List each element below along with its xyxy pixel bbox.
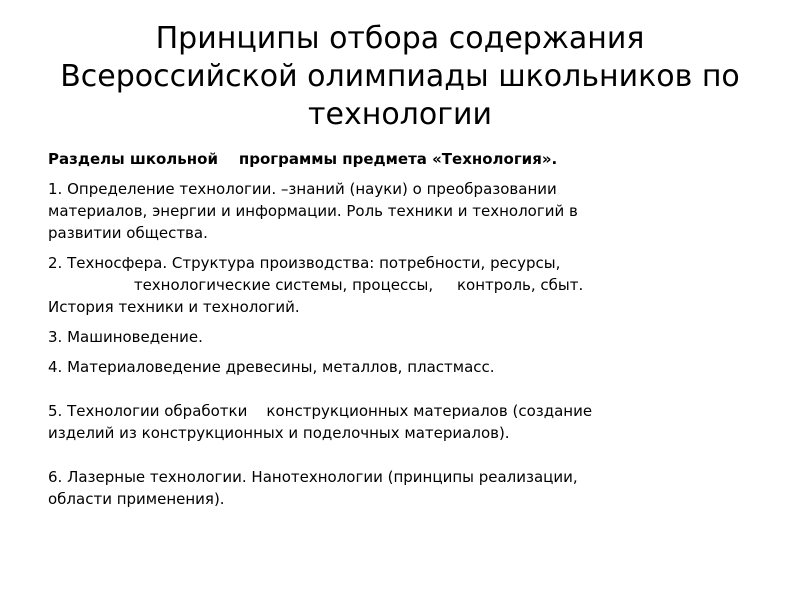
- section-heading: Разделы школьной программы предмета «Технология».: [48, 150, 558, 168]
- list-item-2: [48, 252, 758, 318]
- list-item-line: 2. Техносфера. Структура производства: потребности, ресурсы,: [48, 254, 561, 272]
- list-item-line: 4. Материаловедение древесины, металлов, пластмасс.: [48, 358, 495, 376]
- list-item-line: области применения).: [48, 490, 225, 508]
- list-item-4: [48, 356, 758, 378]
- list-item-line: 1. Определение технологии. –знаний (науки) о преобразовании: [48, 180, 557, 198]
- list-item-5: [48, 400, 758, 444]
- list-item-line: материалов, энергии и информации. Роль техники и технологий в: [48, 202, 578, 220]
- list-item-line: изделий из конструкционных и поделочных материалов).: [48, 424, 510, 442]
- list-item-line: 6. Лазерные технологии. Нанотехнологии (принципы реализации,: [48, 468, 578, 486]
- title-line: Принципы отбора содержания: [155, 21, 645, 56]
- list-item-line: 3. Машиноведение.: [48, 328, 203, 346]
- list-item-3: [48, 326, 758, 348]
- list-item-line: История техники и технологий.: [48, 298, 300, 316]
- list-item-line: развитии общества.: [48, 224, 208, 242]
- slide-body: [48, 148, 758, 510]
- list-item-1: [48, 178, 758, 244]
- title-line: технологии: [308, 97, 492, 132]
- list-item-line: 5. Технологии обработки конструкционных материалов (создание: [48, 402, 593, 420]
- list-item-line: технологические системы, процессы, контроль, сбыт.: [48, 276, 584, 294]
- title-line: Всероссийской олимпиады школьников по: [60, 59, 740, 94]
- slide-title: [40, 20, 760, 134]
- list-item-6: [48, 466, 758, 510]
